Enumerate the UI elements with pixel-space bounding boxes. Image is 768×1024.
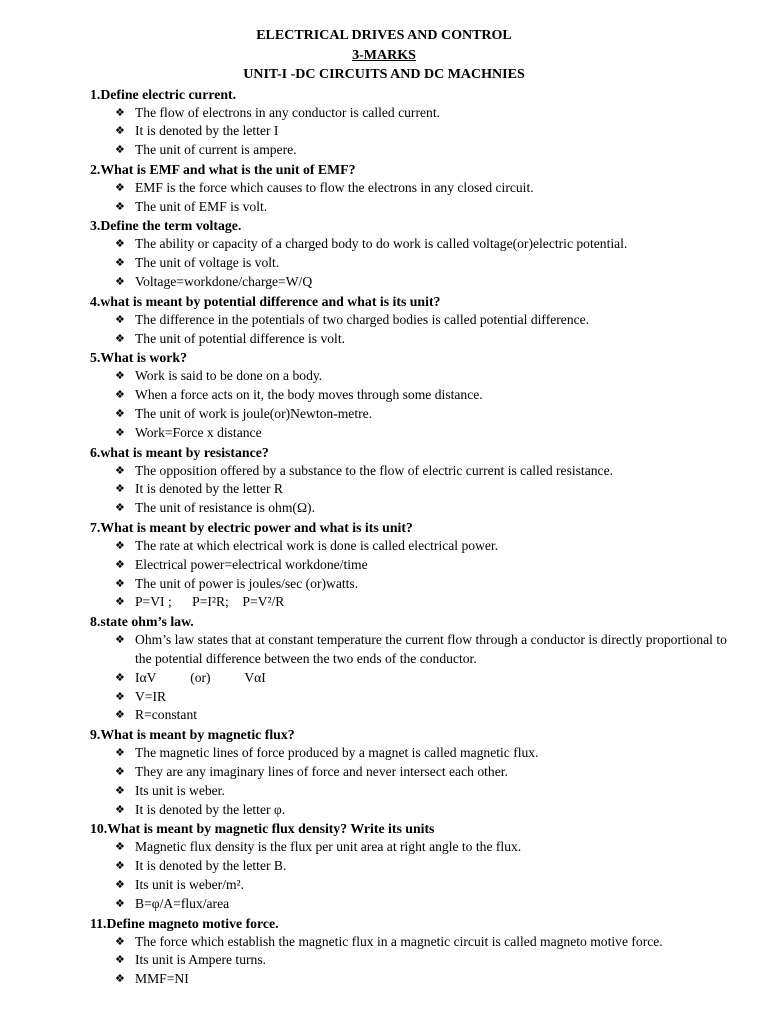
- answer-item: [115, 706, 738, 725]
- answer-list: [90, 838, 738, 913]
- question-block: [90, 612, 738, 725]
- question-answer-list: [0, 85, 768, 989]
- answer-item: [115, 330, 738, 349]
- answer-text: R=constant: [135, 707, 198, 723]
- question-heading: 2.What is EMF and what is the unit of EMF?: [90, 161, 356, 177]
- diamond-bullet-icon: ❖: [115, 482, 125, 496]
- answer-item: [115, 499, 738, 518]
- answer-list: [90, 933, 738, 989]
- answer-text: Its unit is Ampere turns.: [135, 952, 267, 968]
- answer-list: [90, 311, 738, 349]
- question-block: [90, 518, 738, 612]
- answer-item: [115, 933, 738, 952]
- question-block: [90, 725, 738, 819]
- answer-text: The unit of current is ampere.: [135, 142, 297, 158]
- answer-item: [115, 104, 738, 123]
- diamond-bullet-icon: ❖: [115, 972, 125, 986]
- question-heading: 10.What is meant by magnetic flux density? Write its units: [90, 821, 435, 837]
- answer-text: The flow of electrons in any conductor is called current.: [135, 104, 440, 120]
- answer-text: Work=Force x distance: [135, 424, 262, 440]
- answer-item: [115, 970, 738, 989]
- answer-text: They are any imaginary lines of force and never intersect each other.: [135, 764, 508, 780]
- diamond-bullet-icon: ❖: [115, 765, 125, 779]
- question-block: [90, 85, 738, 160]
- diamond-bullet-icon: ❖: [115, 595, 125, 609]
- answer-item: [115, 857, 738, 876]
- answer-item: [115, 254, 738, 273]
- answer-list: [90, 537, 738, 612]
- answer-item: [115, 688, 738, 707]
- answer-item: [115, 405, 738, 424]
- answer-text: V=IR: [135, 688, 167, 704]
- marks-heading: 3-MARKS: [352, 47, 416, 63]
- answer-text: The unit of power is joules/sec (or)watts.: [135, 575, 359, 591]
- diamond-bullet-icon: ❖: [115, 953, 125, 967]
- diamond-bullet-icon: ❖: [115, 633, 125, 647]
- diamond-bullet-icon: ❖: [115, 896, 125, 910]
- answer-item: [115, 744, 738, 763]
- answer-text: Voltage=workdone/charge=W/Q: [135, 274, 313, 290]
- answer-item: [115, 951, 738, 970]
- question-block: [90, 292, 738, 349]
- answer-item: [115, 235, 738, 254]
- answer-text: The unit of EMF is volt.: [135, 198, 268, 214]
- answer-item: [115, 367, 738, 386]
- diamond-bullet-icon: ❖: [115, 859, 125, 873]
- diamond-bullet-icon: ❖: [115, 407, 125, 421]
- question-heading: 11.Define magneto motive force.: [90, 915, 279, 931]
- answer-text: The unit of potential difference is volt.: [135, 330, 346, 346]
- answer-item: [115, 311, 738, 330]
- diamond-bullet-icon: ❖: [115, 557, 125, 571]
- diamond-bullet-icon: ❖: [115, 689, 125, 703]
- answer-item: [115, 669, 738, 688]
- answer-item: [115, 480, 738, 499]
- answer-item: [115, 575, 738, 594]
- answer-list: [90, 462, 738, 518]
- answer-text: The magnetic lines of force produced by a magnet is called magnetic flux.: [135, 745, 539, 761]
- answer-text: It is denoted by the letter φ.: [135, 801, 286, 817]
- diamond-bullet-icon: ❖: [115, 934, 125, 948]
- answer-text: Magnetic flux density is the flux per unit area at right angle to the flux.: [135, 839, 522, 855]
- diamond-bullet-icon: ❖: [115, 369, 125, 383]
- answer-text: The rate at which electrical work is done is called electrical power.: [135, 538, 499, 554]
- diamond-bullet-icon: ❖: [115, 275, 125, 289]
- answer-text: IαV (or) VαI: [135, 669, 266, 685]
- answer-item: [115, 386, 738, 405]
- diamond-bullet-icon: ❖: [115, 388, 125, 402]
- diamond-bullet-icon: ❖: [115, 539, 125, 553]
- question-heading: 8.state ohm’s law.: [90, 614, 194, 630]
- answer-text: The unit of voltage is volt.: [135, 255, 280, 271]
- answer-item: [115, 462, 738, 481]
- question-heading: 6.what is meant by resistance?: [90, 444, 269, 460]
- answer-text: The unit of work is joule(or)Newton-metre.: [135, 406, 373, 422]
- answer-item: [115, 763, 738, 782]
- question-heading: 3.Define the term voltage.: [90, 218, 242, 234]
- answer-item: [115, 198, 738, 217]
- question-heading: 4.what is meant by potential difference and what is its unit?: [90, 293, 441, 309]
- answer-item: [115, 838, 738, 857]
- question-block: [90, 819, 738, 913]
- diamond-bullet-icon: ❖: [115, 105, 125, 119]
- diamond-bullet-icon: ❖: [115, 237, 125, 251]
- answer-item: [115, 782, 738, 801]
- diamond-bullet-icon: ❖: [115, 670, 125, 684]
- answer-list: [90, 235, 738, 291]
- diamond-bullet-icon: ❖: [115, 576, 125, 590]
- answer-text: Electrical power=electrical workdone/time: [135, 556, 368, 572]
- answer-text: Its unit is weber/m².: [135, 877, 245, 892]
- question-block: [90, 443, 738, 518]
- answer-list: [90, 179, 738, 217]
- diamond-bullet-icon: ❖: [115, 180, 125, 194]
- answer-item: [115, 556, 738, 575]
- answer-list: [90, 631, 738, 725]
- answer-text: The force which establish the magnetic flux in a magnetic circuit is called magneto motive force.: [135, 933, 663, 949]
- diamond-bullet-icon: ❖: [115, 746, 125, 760]
- answer-item: [115, 141, 738, 160]
- diamond-bullet-icon: ❖: [115, 708, 125, 722]
- answer-text: P=VI ; P=I²R; P=V²/R: [135, 594, 285, 610]
- answer-text: It is denoted by the letter B.: [135, 858, 287, 874]
- answer-text: It is denoted by the letter I: [135, 123, 279, 139]
- diamond-bullet-icon: ❖: [115, 199, 125, 213]
- answer-text: The ability or capacity of a charged body to do work is called voltage(or)electric potential.: [135, 236, 628, 252]
- answer-text: The difference in the potentials of two charged bodies is called potential difference.: [135, 311, 590, 327]
- question-heading: 7.What is meant by electric power and what is its unit?: [90, 520, 413, 536]
- diamond-bullet-icon: ❖: [115, 143, 125, 157]
- question-heading: 9.What is meant by magnetic flux?: [90, 727, 295, 743]
- answer-text: The unit of resistance is ohm(Ω).: [135, 500, 315, 516]
- answer-item: [115, 424, 738, 443]
- answer-item: [115, 876, 738, 895]
- diamond-bullet-icon: ❖: [115, 331, 125, 345]
- answer-text: Ohm’s law states that at constant temperature the current flow through a conductor is directly proportional to the potential difference between the two ends of the conductor.: [135, 632, 731, 667]
- diamond-bullet-icon: ❖: [115, 783, 125, 797]
- answer-text: EMF is the force which causes to flow the electrons in any closed circuit.: [135, 179, 534, 195]
- diamond-bullet-icon: ❖: [115, 256, 125, 270]
- answer-item: [115, 631, 738, 669]
- answer-item: [115, 537, 738, 556]
- question-block: [90, 160, 738, 217]
- diamond-bullet-icon: ❖: [115, 878, 125, 891]
- answer-text: B=φ/A=flux/area: [135, 895, 230, 911]
- answer-item: [115, 801, 738, 820]
- answer-text: Work is said to be done on a body.: [135, 368, 323, 384]
- unit-heading: UNIT-I -DC CIRCUITS AND DC MACHNIES: [243, 67, 525, 82]
- answer-list: [90, 104, 738, 160]
- question-heading: 5.What is work?: [90, 350, 187, 366]
- diamond-bullet-icon: ❖: [115, 840, 125, 854]
- answer-item: [115, 895, 738, 914]
- question-block: [90, 216, 738, 291]
- document-title: ELECTRICAL DRIVES AND CONTROL: [256, 28, 512, 43]
- answer-text: When a force acts on it, the body moves through some distance.: [135, 387, 483, 403]
- diamond-bullet-icon: ❖: [115, 425, 125, 439]
- answer-list: [90, 367, 738, 442]
- diamond-bullet-icon: ❖: [115, 802, 125, 816]
- answer-text: The opposition offered by a substance to the flow of electric current is called resistance.: [135, 462, 613, 478]
- answer-item: [115, 179, 738, 198]
- answer-item: [115, 273, 738, 292]
- question-block: [90, 914, 738, 989]
- question-heading: 1.Define electric current.: [90, 86, 237, 102]
- diamond-bullet-icon: ❖: [115, 501, 125, 515]
- diamond-bullet-icon: ❖: [115, 463, 125, 477]
- answer-item: [115, 593, 738, 612]
- answer-text: Its unit is weber.: [135, 782, 225, 798]
- answer-text: It is denoted by the letter R: [135, 481, 283, 497]
- answer-text: MMF=NI: [135, 971, 189, 987]
- document-header: [0, 26, 768, 85]
- answer-item: [115, 122, 738, 141]
- diamond-bullet-icon: ❖: [115, 312, 125, 326]
- answer-list: [90, 744, 738, 819]
- diamond-bullet-icon: ❖: [115, 124, 125, 138]
- question-block: [90, 348, 738, 442]
